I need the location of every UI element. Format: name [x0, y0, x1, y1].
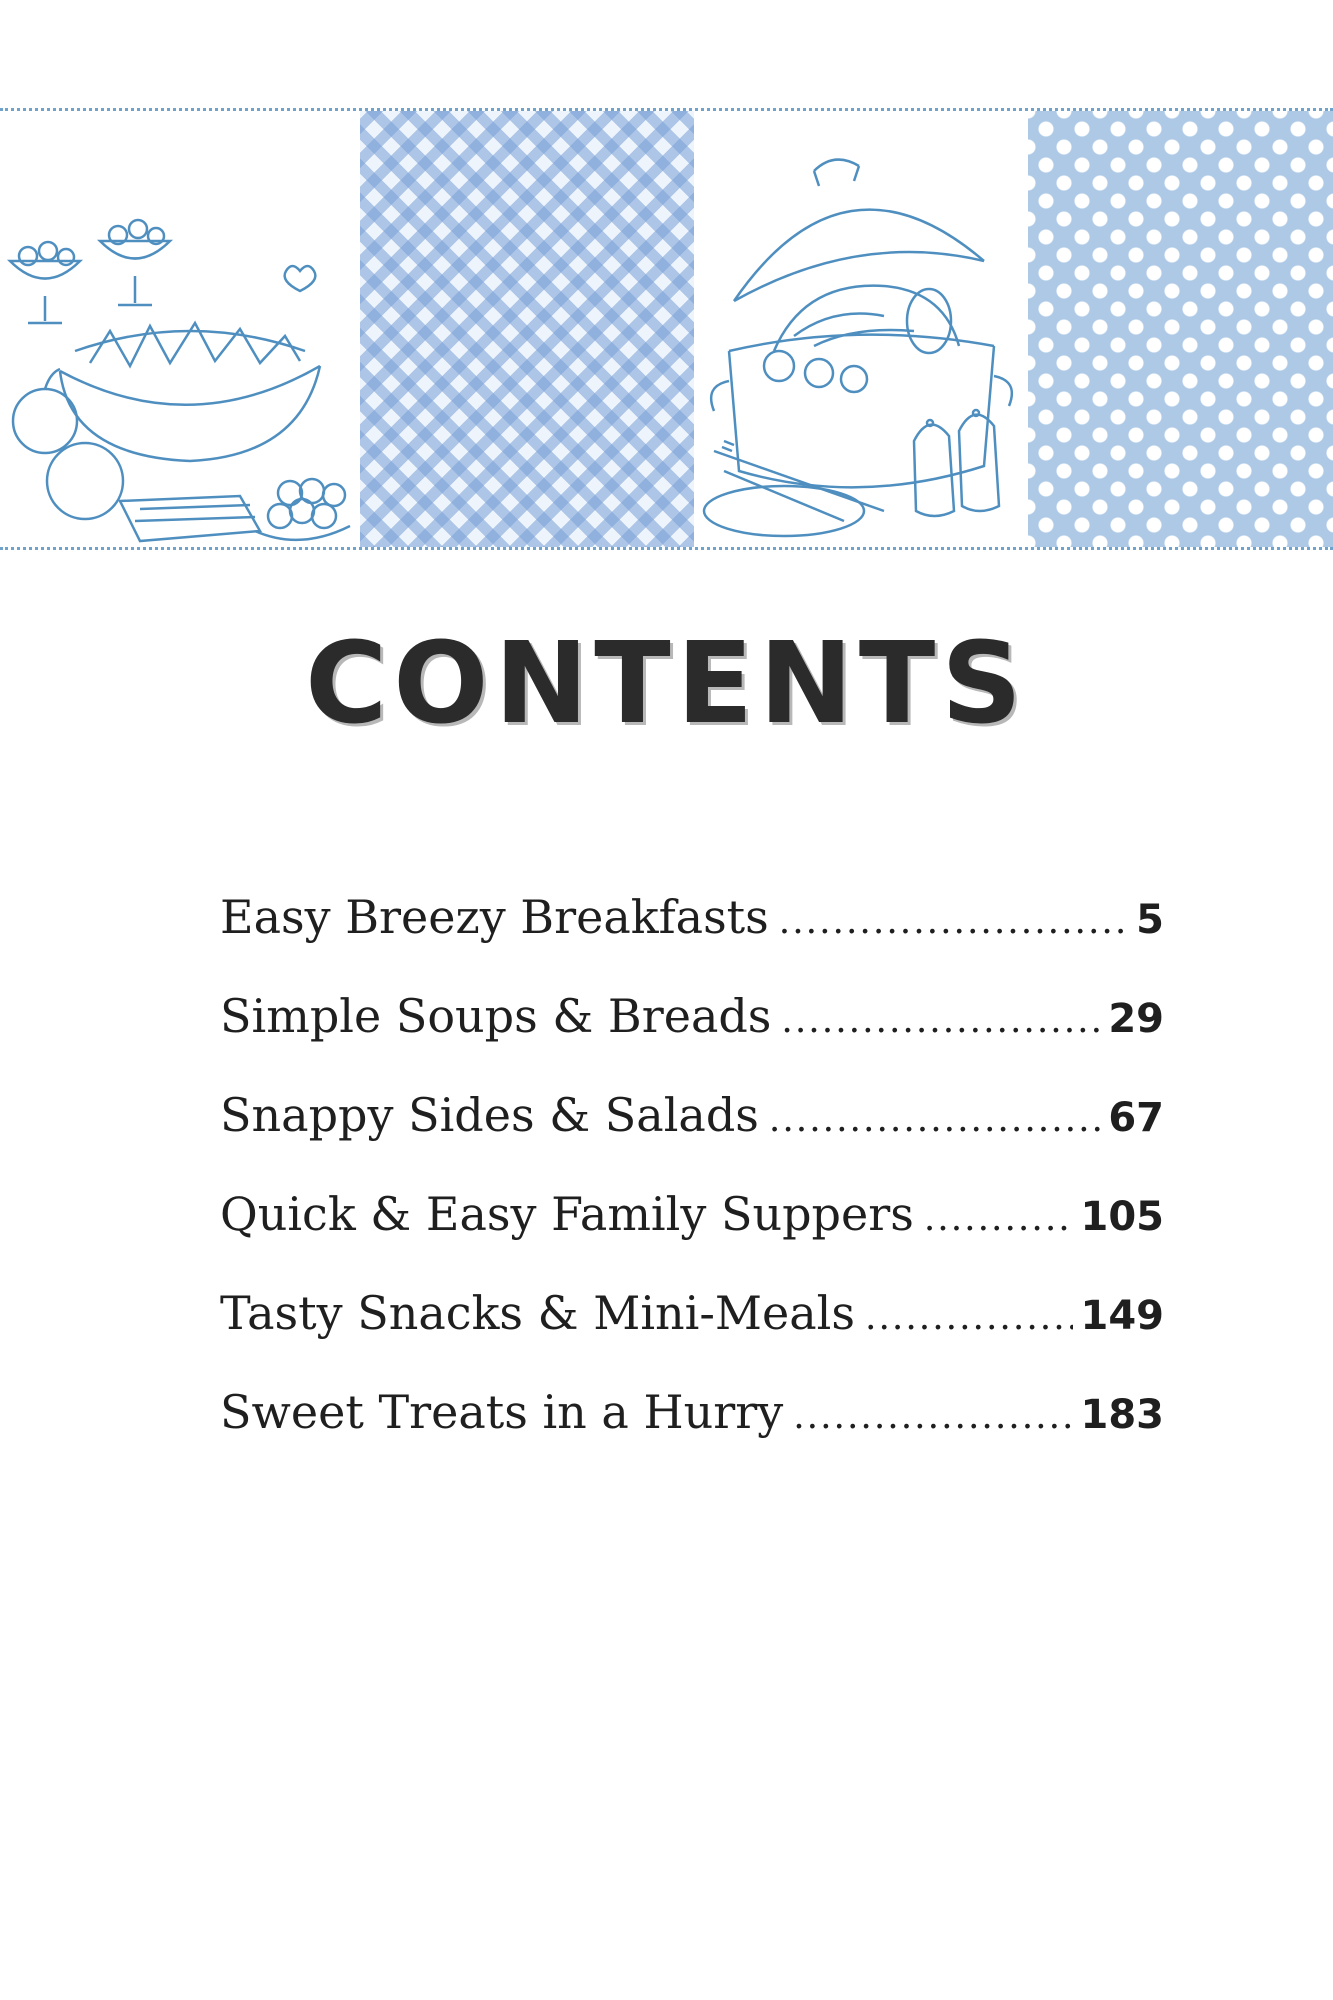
- toc-entry-title: Quick & Easy Family Suppers: [220, 1187, 914, 1241]
- roast-pot-illustration: [694, 111, 1028, 547]
- toc-entry-page: 149: [1080, 1293, 1164, 1339]
- toc-entry-page: 67: [1108, 1095, 1164, 1141]
- toc-leader-dots: [865, 1297, 1073, 1338]
- table-of-contents: [220, 890, 1164, 1484]
- toc-leader-dots: [781, 1000, 1100, 1041]
- toc-entry-page: 5: [1136, 897, 1164, 943]
- toc-entry[interactable]: [220, 1088, 1164, 1187]
- header-banner: [0, 108, 1333, 550]
- toc-entry-page: 183: [1080, 1392, 1164, 1438]
- toc-entry-title: Snappy Sides & Salads: [220, 1088, 759, 1142]
- gingham-pattern: [360, 111, 694, 547]
- fruit-bowl-illustration: [0, 111, 360, 547]
- toc-entry[interactable]: [220, 989, 1164, 1088]
- polka-dot-pattern: [1028, 111, 1333, 547]
- toc-entry[interactable]: [220, 1187, 1164, 1286]
- toc-entry-title: Tasty Snacks & Mini-Meals: [220, 1286, 855, 1340]
- toc-entry-title: Simple Soups & Breads: [220, 989, 772, 1043]
- toc-entry[interactable]: [220, 890, 1164, 989]
- toc-entry-page: 29: [1108, 996, 1164, 1042]
- toc-entry-title: Easy Breezy Breakfasts: [220, 890, 769, 944]
- toc-entry-title: Sweet Treats in a Hurry: [220, 1385, 784, 1439]
- toc-leader-dots: [769, 1099, 1100, 1140]
- toc-entry-page: 105: [1080, 1194, 1164, 1240]
- toc-entry[interactable]: [220, 1385, 1164, 1484]
- page-title: CONTENTS: [305, 619, 1028, 749]
- toc-entry[interactable]: [220, 1286, 1164, 1385]
- toc-leader-dots: [793, 1396, 1072, 1437]
- toc-leader-dots: [779, 901, 1128, 942]
- toc-leader-dots: [924, 1198, 1073, 1239]
